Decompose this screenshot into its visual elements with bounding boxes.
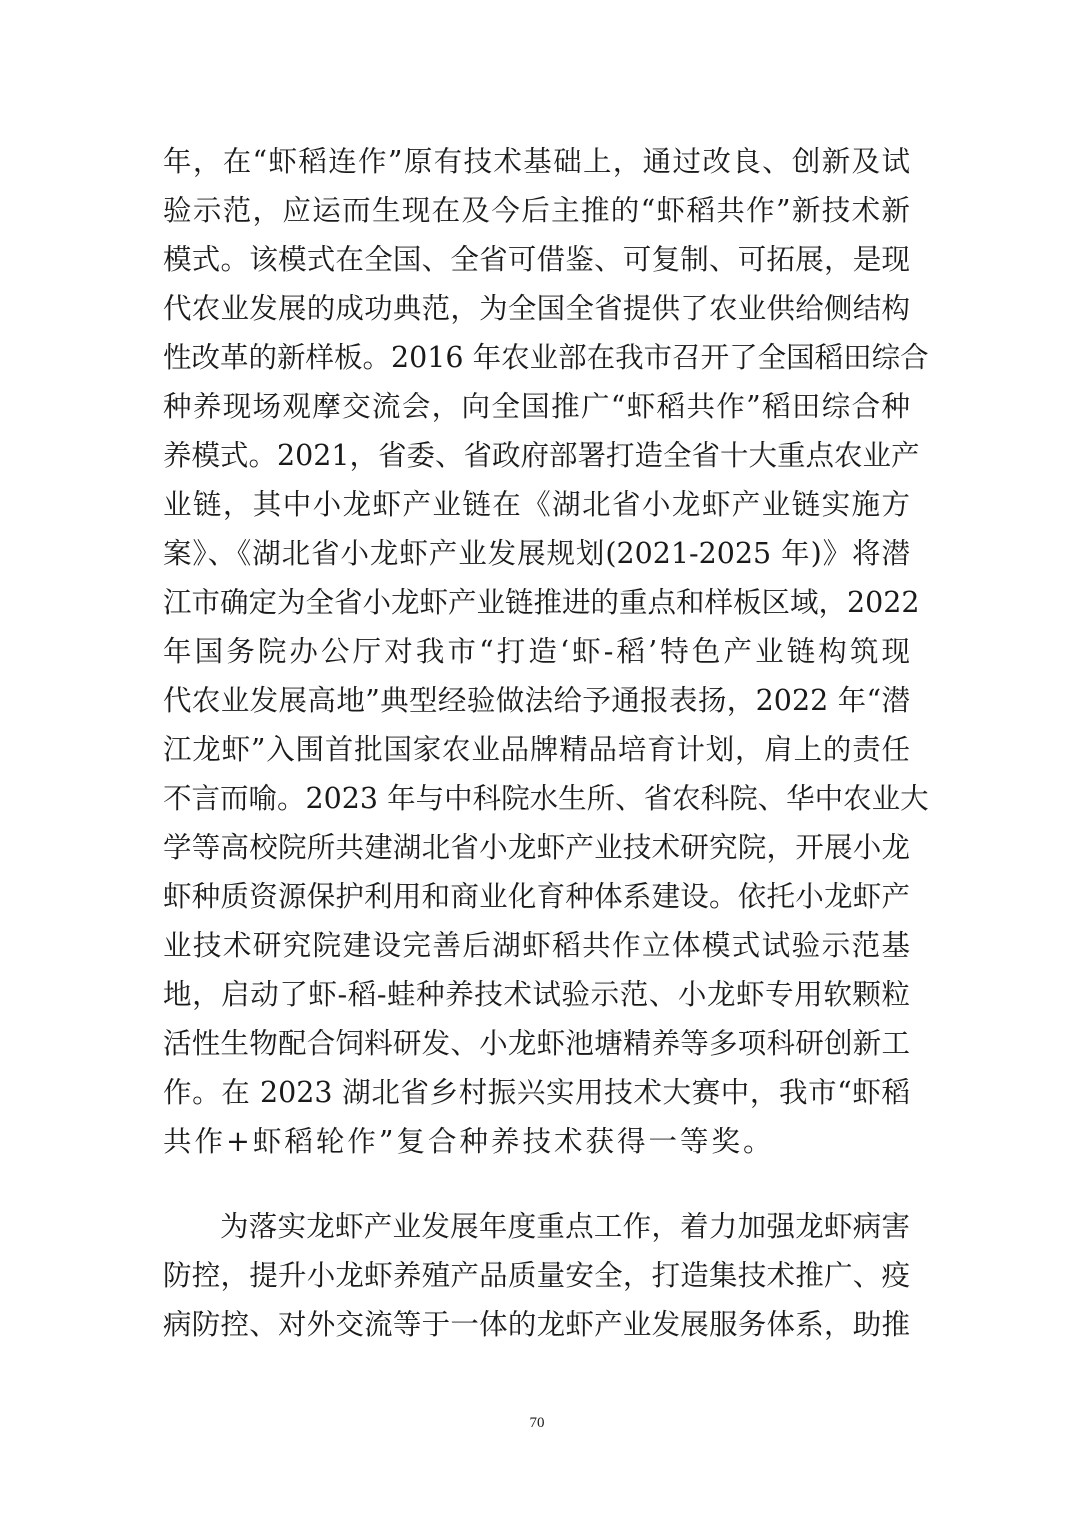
- text-line: 模式。该模式在全国、全省可借鉴、可复制、可拓展，是现: [163, 243, 910, 276]
- text-line: 性改革的新样板。2016 年农业部在我市召开了全国稻田综合: [163, 341, 929, 374]
- text-line: 养模式。2021，省委、省政府部署打造全省十大重点农业产: [163, 439, 920, 472]
- text-line: 年，在“虾稻连作”原有技术基础上，通过改良、创新及试: [163, 145, 910, 178]
- text-line: 业技术研究院建设完善后湖虾稻共作立体模式试验示范基: [163, 929, 910, 962]
- text-line: 地，启动了虾-稻-蛙种养技术试验示范、小龙虾专用软颗粒: [163, 978, 910, 1011]
- text-line: 为落实龙虾产业发展年度重点工作，着力加强龙虾病害: [220, 1210, 910, 1243]
- text-line: 共作+虾稻轮作”复合种养技术获得一等奖。: [163, 1125, 775, 1158]
- text-line: 代农业发展高地”典型经验做法给予通报表扬，2022 年“潜: [163, 684, 910, 717]
- text-line: 代农业发展的成功典范，为全国全省提供了农业供给侧结构: [163, 292, 910, 325]
- text-line: 种养现场观摩交流会，向全国推广“虾稻共作”稻田综合种: [163, 390, 910, 423]
- page-number: 70: [529, 1415, 545, 1431]
- text-line: 业链，其中小龙虾产业链在《湖北省小龙虾产业链实施方: [163, 488, 910, 521]
- text-line: 作。在 2023 湖北省乡村振兴实用技术大赛中，我市“虾稻: [163, 1076, 910, 1109]
- text-line: 不言而喻。2023 年与中科院水生所、省农科院、华中农业大: [163, 782, 929, 815]
- text-line: 学等高校院所共建湖北省小龙虾产业技术研究院，开展小龙: [163, 831, 910, 864]
- text-line: 案》、《湖北省小龙虾产业发展规划(2021-2025 年)》将潜: [163, 537, 910, 570]
- text-line: 年国务院办公厅对我市“打造‘虾-稻’特色产业链构筑现: [163, 635, 910, 668]
- text-line: 江市确定为全省小龙虾产业链推进的重点和样板区域，2022: [163, 586, 920, 619]
- text-line: 防控，提升小龙虾养殖产品质量安全，打造集技术推广、疫: [163, 1259, 910, 1292]
- text-line: 病防控、对外交流等于一体的龙虾产业发展服务体系，助推: [163, 1308, 910, 1341]
- text-line: 验示范，应运而生现在及今后主推的“虾稻共作”新技术新: [163, 194, 910, 227]
- text-line: 虾种质资源保护利用和商业化育种体系建设。依托小龙虾产: [163, 880, 910, 913]
- text-line: 活性生物配合饲料研发、小龙虾池塘精养等多项科研创新工: [163, 1027, 910, 1060]
- text-line: 江龙虾”入围首批国家农业品牌精品培育计划，肩上的责任: [163, 733, 910, 766]
